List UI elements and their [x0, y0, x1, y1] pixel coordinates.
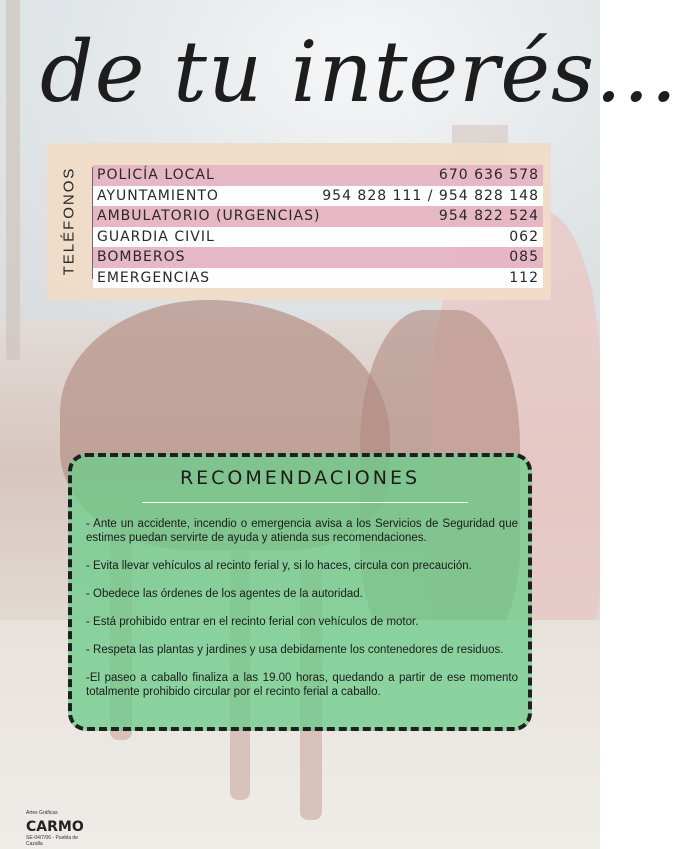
phone-name: GUARDIA CIVIL — [97, 228, 215, 245]
page-title: de tu interés... — [40, 23, 678, 121]
phone-row-ambulatorio — [93, 206, 543, 227]
phone-number: 062 — [509, 228, 539, 245]
phone-row-ayuntamiento — [93, 186, 543, 207]
heading-underline — [142, 502, 468, 503]
phone-number: 112 — [509, 269, 539, 286]
phones-label: TELÉFONOS — [60, 166, 78, 276]
list-item: -El paseo a caballo finaliza a las 19.00 horas, quedando a partir de ese momento totalmente prohibido circular por el recinto ferial a caballo. — [86, 672, 518, 698]
phone-name: AMBULATORIO (URGENCIAS) — [97, 208, 321, 225]
phone-name: AYUNTAMIENTO — [97, 187, 219, 204]
list-item: - Respeta las plantas y jardines y usa debidamente los contenedores de residuos. — [86, 644, 504, 656]
phone-list — [93, 165, 543, 288]
phone-name: EMERGENCIAS — [97, 269, 211, 286]
phone-name: POLICÍA LOCAL — [97, 167, 215, 184]
logo-name: CARMO — [26, 819, 84, 835]
phone-row-guardia-civil — [93, 227, 543, 248]
phone-number: 954 822 524 — [438, 208, 539, 225]
phone-row-policia — [93, 165, 543, 186]
phone-row-bomberos — [93, 247, 543, 268]
phone-number: 954 828 111 / 954 828 148 — [322, 187, 539, 204]
phone-directory — [47, 143, 551, 300]
list-item: - Evita llevar vehículos al recinto ferial y, si lo haces, circula con precaución. — [86, 560, 472, 572]
list-item: - Ante un accidente, incendio o emergencia avisa a los Servicios de Seguridad que estimes puedan servirte de ayuda y atienda sus recomendaciones. — [86, 518, 518, 544]
recommendations-list — [86, 517, 518, 713]
printer-logo: Artes Gráficas CARMO SE-04/7/06 - Puebla de Cazalla — [26, 810, 84, 847]
phone-name: BOMBEROS — [97, 249, 186, 266]
phone-row-emergencias — [93, 268, 543, 289]
recommendations-heading: RECOMENDACIONES — [179, 467, 421, 489]
recommendations-box — [68, 453, 532, 731]
list-item: - Obedece las órdenes de los agentes de la autoridad. — [86, 588, 363, 600]
phone-number: 670 636 578 — [438, 167, 539, 184]
phone-number: 085 — [509, 249, 539, 266]
list-item: - Está prohibido entrar en el recinto ferial con vehículos de motor. — [86, 616, 419, 628]
